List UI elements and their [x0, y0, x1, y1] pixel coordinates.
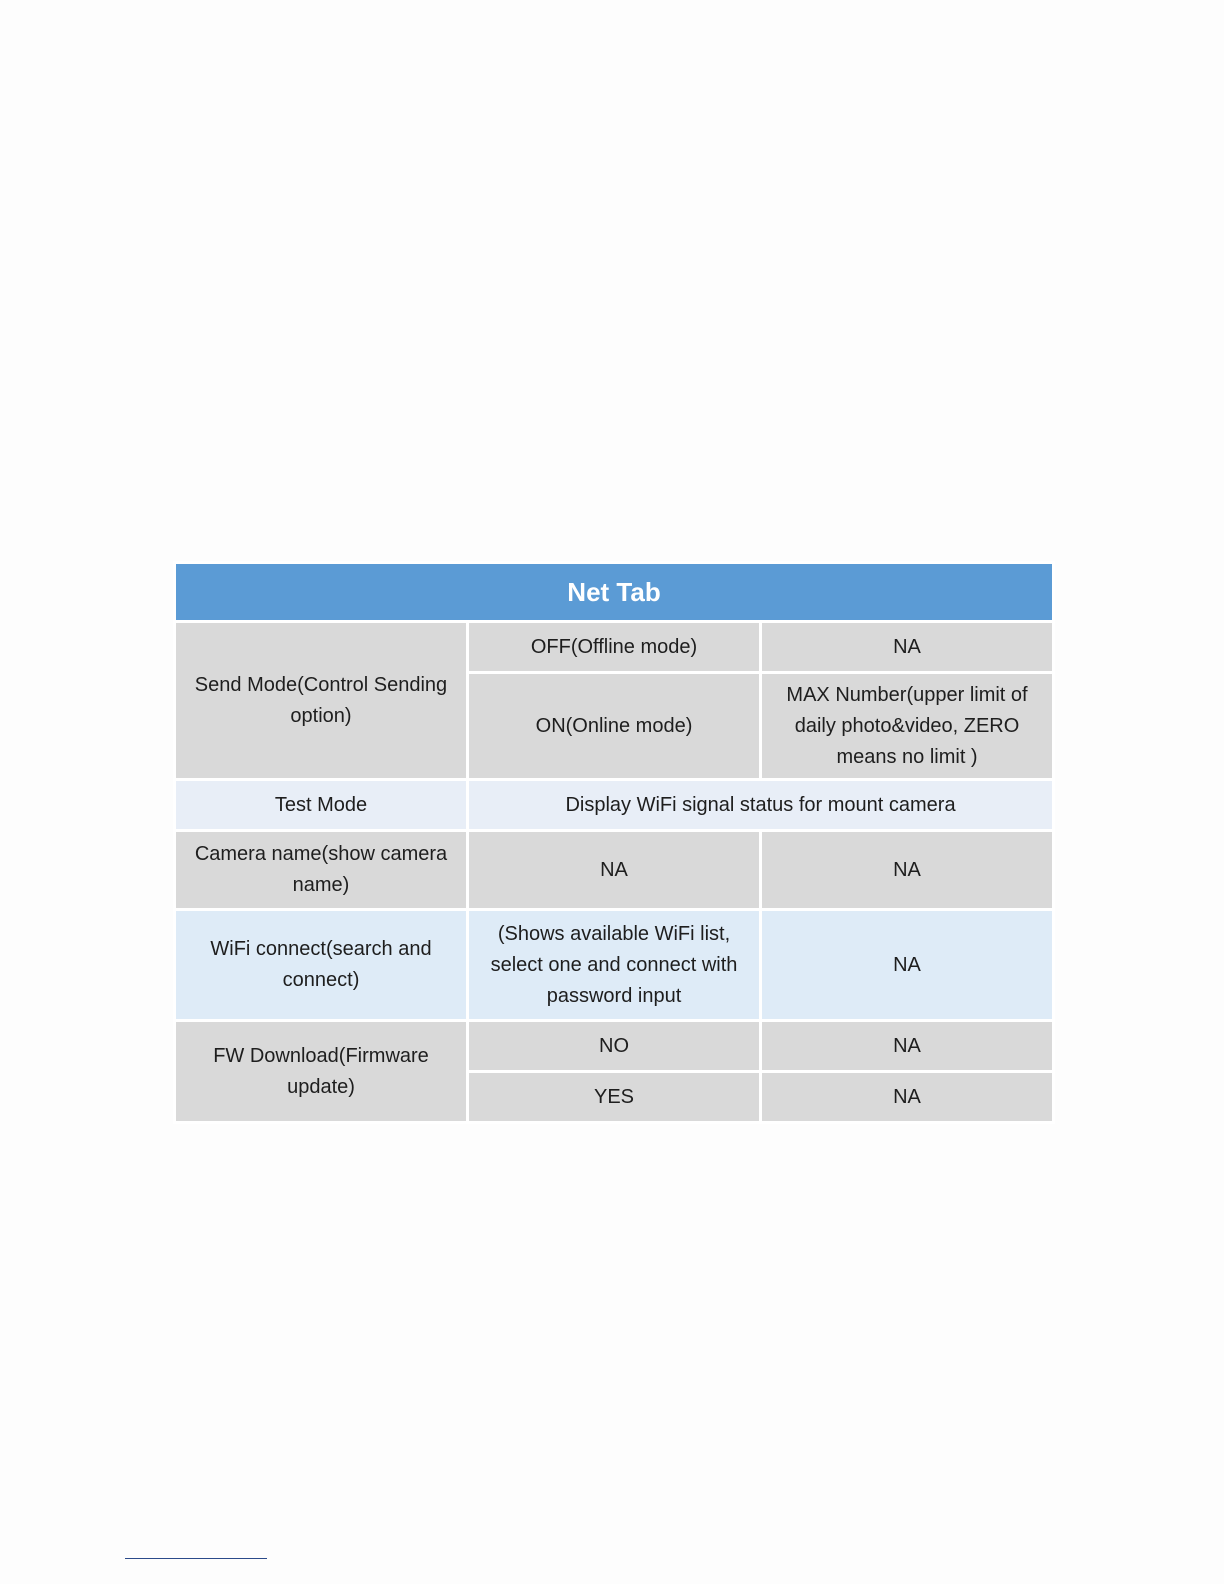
footnote-separator: [125, 1558, 267, 1559]
fw-download-yes-value: NA: [762, 1073, 1052, 1121]
table-row-test-mode: [176, 781, 1052, 829]
fw-download-label: FW Download(Firmware update): [176, 1022, 466, 1121]
table-row-camera-name: [176, 832, 1052, 908]
fw-download-no-value: NA: [762, 1022, 1052, 1070]
send-mode-on-value: MAX Number(upper limit of daily photo&video, ZERO means no limit ): [762, 674, 1052, 778]
table-row-send-mode-off: [176, 623, 1052, 671]
camera-name-label: Camera name(show camera name): [176, 832, 466, 908]
wifi-connect-option: (Shows available WiFi list, select one and connect with password input: [469, 911, 759, 1019]
camera-name-value: NA: [762, 832, 1052, 908]
table-header-row: [176, 564, 1052, 620]
wifi-connect-value: NA: [762, 911, 1052, 1019]
test-mode-label: Test Mode: [176, 781, 466, 829]
send-mode-off-value: NA: [762, 623, 1052, 671]
net-tab-table: [173, 561, 1055, 1124]
table-row-fw-download-no: [176, 1022, 1052, 1070]
table-title: Net Tab: [176, 564, 1052, 620]
send-mode-off-option: OFF(Offline mode): [469, 623, 759, 671]
camera-name-option: NA: [469, 832, 759, 908]
fw-download-no-option: NO: [469, 1022, 759, 1070]
send-mode-on-option: ON(Online mode): [469, 674, 759, 778]
wifi-connect-label: WiFi connect(search and connect): [176, 911, 466, 1019]
send-mode-label: Send Mode(Control Sending option): [176, 623, 466, 778]
table-row-wifi-connect: [176, 911, 1052, 1019]
fw-download-yes-option: YES: [469, 1073, 759, 1121]
test-mode-value: Display WiFi signal status for mount camera: [469, 781, 1052, 829]
